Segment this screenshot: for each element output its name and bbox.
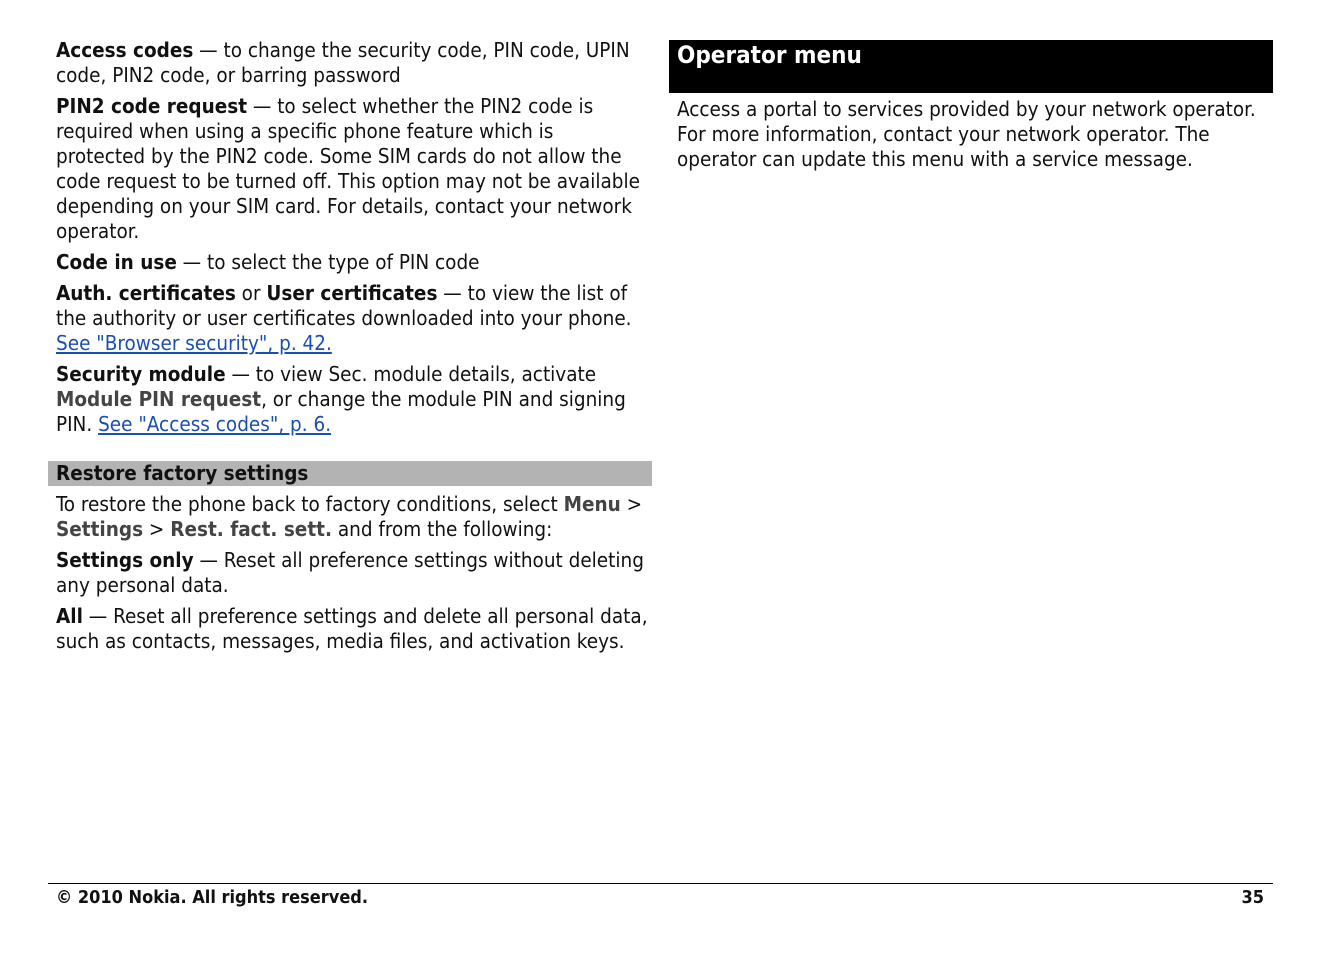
pin2-entry bbox=[56, 94, 648, 244]
operator-menu-heading: Operator menu bbox=[669, 40, 1273, 93]
pin2-text: — to select whether the PIN2 code is required when using a specific phone feature which is protected by the PIN2 code. Some SIM cards do not allow the code request to be turned off. This option may not be available depending on your SIM card. For details, contact your network operator. bbox=[56, 94, 640, 243]
code-in-use-text: — to select the type of PIN code bbox=[176, 250, 480, 274]
security-module-term: Security module bbox=[56, 362, 226, 386]
access-codes-entry bbox=[56, 38, 648, 88]
auth-certificates-term: Auth. certificates bbox=[56, 281, 236, 305]
module-pin-request-term: Module PIN request bbox=[56, 387, 262, 411]
security-module-text1: — to view Sec. module details, activate bbox=[225, 362, 597, 386]
all-text: — Reset all preference settings and delete all personal data, such as contacts, messages, media files, and activation keys. bbox=[56, 604, 648, 653]
restore-intro bbox=[56, 492, 648, 542]
restore-intro-text2: and from the following: bbox=[331, 517, 553, 541]
pin2-term: PIN2 code request bbox=[56, 94, 248, 118]
certificates-or: or bbox=[235, 281, 267, 305]
browser-security-link[interactable]: See "Browser security", p. 42. bbox=[56, 331, 332, 355]
certificates-entry bbox=[56, 281, 648, 356]
access-codes-term: Access codes bbox=[56, 38, 194, 62]
left-column bbox=[56, 38, 648, 660]
restore-intro-text1: To restore the phone back to factory conditions, select bbox=[56, 492, 564, 516]
code-in-use-term: Code in use bbox=[56, 250, 177, 274]
security-module-text2: , or change the module PIN and signing PIN. bbox=[56, 387, 626, 436]
right-column bbox=[669, 40, 1273, 172]
certificates-text: — to view the list of the authority or user certificates downloaded into your phone. bbox=[56, 281, 632, 330]
settings-only-entry bbox=[56, 548, 648, 598]
menu-term: Menu bbox=[563, 492, 621, 516]
access-codes-link[interactable]: See "Access codes", p. 6. bbox=[98, 412, 332, 436]
path-separator-1: > bbox=[620, 492, 643, 516]
footer-copyright: © 2010 Nokia. All rights reserved. bbox=[56, 887, 369, 908]
settings-term: Settings bbox=[56, 517, 144, 541]
user-certificates-term: User certificates bbox=[266, 281, 438, 305]
settings-only-text: — Reset all preference settings without deleting any personal data. bbox=[56, 548, 644, 597]
restore-factory-settings-heading: Restore factory settings bbox=[48, 461, 652, 486]
footer-divider bbox=[48, 883, 1273, 884]
access-codes-text: — to change the security code, PIN code, UPIN code, PIN2 code, or barring password bbox=[56, 38, 630, 87]
code-in-use-entry bbox=[56, 250, 648, 275]
security-module-entry bbox=[56, 362, 648, 437]
rest-fact-sett-term: Rest. fact. sett. bbox=[170, 517, 332, 541]
settings-only-term: Settings only bbox=[56, 548, 194, 572]
operator-menu-body: Access a portal to services provided by your network operator. For more information, contact your network operator. The operator can update this menu with a service message. bbox=[677, 97, 1256, 171]
all-entry bbox=[56, 604, 648, 654]
all-term: All bbox=[56, 604, 83, 628]
page-number: 35 bbox=[1241, 887, 1264, 908]
path-separator-2: > bbox=[143, 517, 171, 541]
